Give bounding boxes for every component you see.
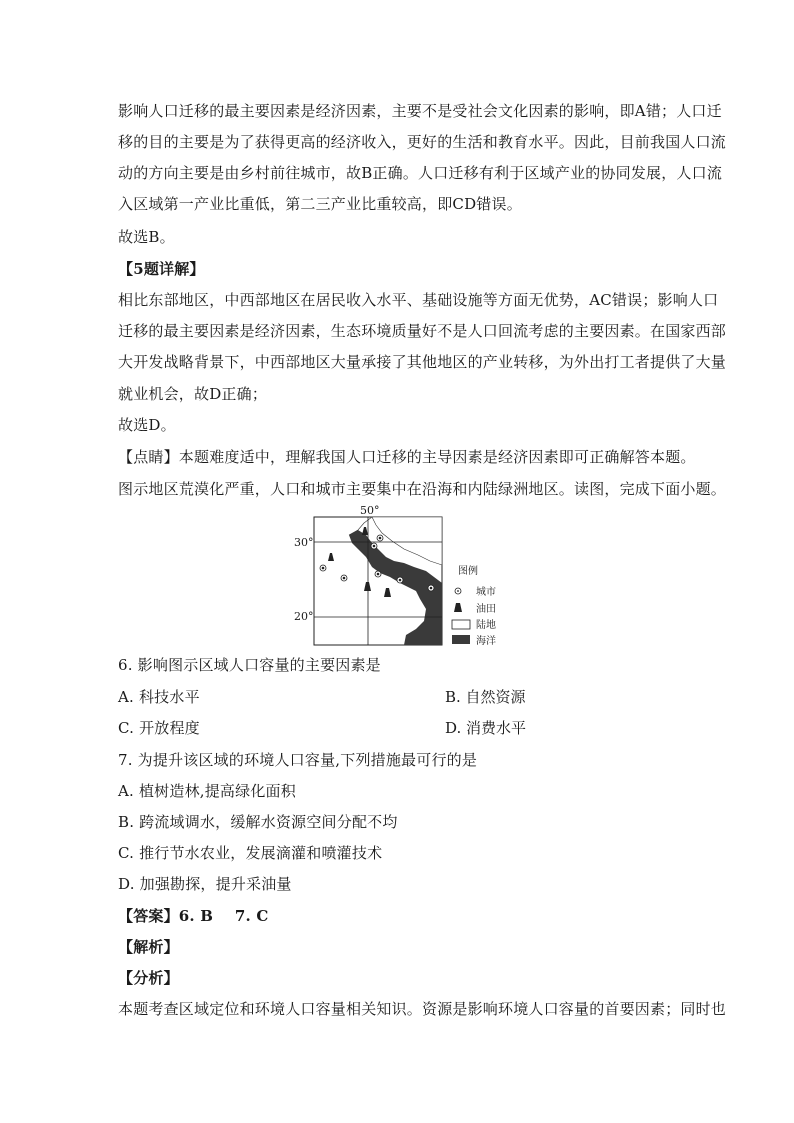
- text-line: 图示地区荒漠化严重，人口和城市主要集中在沿海和内陆绿洲地区。读图，完成下面小题。: [118, 480, 727, 498]
- q7-option-d: D. 加强勘探，提升采油量: [118, 875, 292, 893]
- text-line: 影响人口迁移的最主要因素是经济因素，主要不是受社会文化因素的影响，即A错；人口迁: [118, 102, 722, 120]
- q6-option-c: C. 开放程度: [118, 719, 200, 737]
- analysis-heading: 【解析】: [118, 938, 179, 956]
- region-map: [294, 505, 514, 650]
- text-line: 相比东部地区，中西部地区在居民收入水平、基础设施等方面无优势，AC错误；影响人口: [118, 291, 719, 309]
- lon-label: 50°: [360, 505, 380, 517]
- text-line: 动的方向主要是由乡村前往城市，故B正确。人口迁移有利于区域产业的协同发展，人口流: [118, 164, 723, 182]
- text-line: 入区域第一产业比重低，第二三产业比重较高，即CD错误。: [118, 195, 522, 213]
- q7-option-b: B. 跨流域调水，缓解水资源空间分配不均: [118, 813, 398, 831]
- answer-line: 【答案】6. B 7. C: [118, 907, 269, 925]
- text-line: 就业机会，故D正确；: [118, 385, 268, 403]
- q6-option-a: A. 科技水平: [118, 688, 200, 706]
- legend-city: 城市: [476, 587, 496, 598]
- legend-oilfield: 油田: [476, 604, 496, 615]
- analysis-subheading: 【分析】: [118, 969, 179, 987]
- q6-option-b: B. 自然资源: [445, 688, 526, 706]
- text-line: 【点睛】本题难度适中，理解我国人口迁移的主导因素是经济因素即可正确解答本题。: [118, 448, 696, 466]
- text-line: 故选B。: [118, 228, 175, 246]
- question-6-stem: 6. 影响图示区域人口容量的主要因素是: [118, 656, 381, 674]
- text-line: 本题考查区域定位和环境人口容量相关知识。资源是影响环境人口容量的首要因素；同时也: [118, 1000, 727, 1018]
- legend-sea: 海洋: [476, 636, 496, 647]
- section-heading: 【5题详解】: [118, 260, 205, 278]
- lat-top-label: 30°: [294, 536, 314, 549]
- q7-option-c: C. 推行节水农业，发展滴灌和喷灌技术: [118, 844, 383, 862]
- text-line: 迁移的最主要因素是经济因素，生态环境质量好不是人口回流考虑的主要因素。在国家西部: [118, 322, 727, 340]
- q7-option-a: A. 植树造林,提高绿化面积: [118, 782, 296, 800]
- text-line: 大开发战略背景下，中西部地区大量承接了其他地区的产业转移，为外出打工者提供了大量: [118, 353, 727, 371]
- legend-title: 图例: [458, 566, 478, 577]
- sea-swatch: [452, 635, 470, 644]
- q6-option-d: D. 消费水平: [445, 719, 527, 737]
- lat-bottom-label: 20°: [294, 610, 314, 623]
- oilfield-icon: [454, 603, 462, 612]
- text-line: 故选D。: [118, 416, 176, 434]
- text-line: 移的目的主要是为了获得更高的经济收入，更好的生活和教育水平。因此，目前我国人口流: [118, 133, 727, 151]
- legend-land: 陆地: [476, 620, 496, 631]
- land-swatch: [452, 620, 470, 629]
- question-7-stem: 7. 为提升该区域的环境人口容量,下列措施最可行的是: [118, 751, 478, 769]
